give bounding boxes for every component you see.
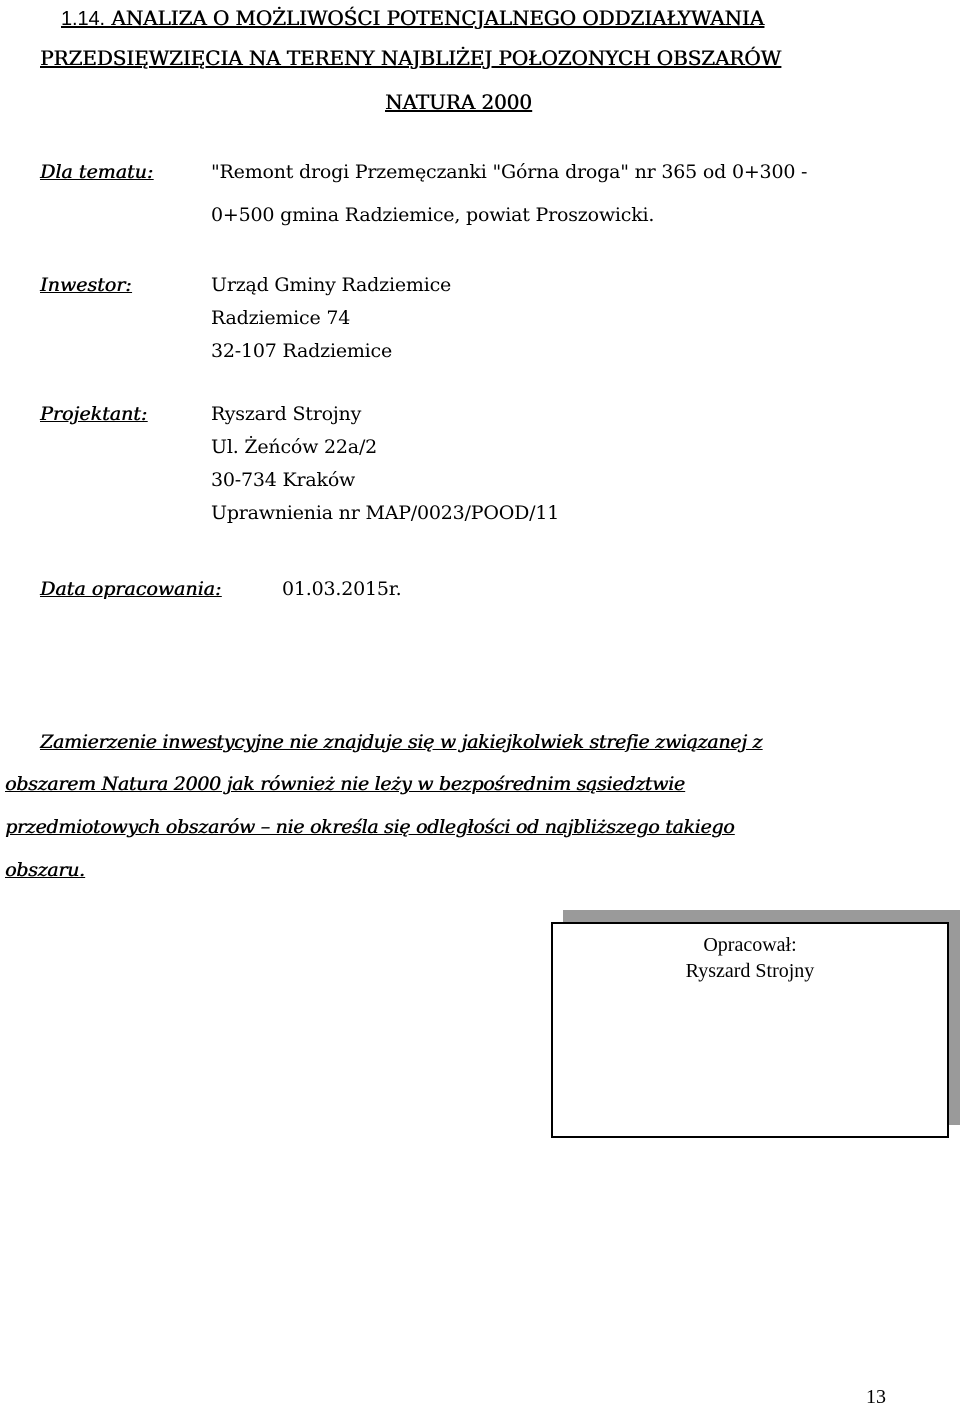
- designer-license: Uprawnienia nr MAP/0023/POOD/11: [211, 502, 560, 524]
- statement-line-4: obszaru.: [5, 859, 85, 881]
- investor-street: Radziemice 74: [211, 307, 351, 329]
- heading-line-1: [61, 6, 764, 31]
- investor-name: Urząd Gminy Radziemice: [211, 274, 452, 296]
- investor-city: 32-107 Radziemice: [211, 340, 393, 362]
- signature-caption: Opracował:: [703, 934, 797, 956]
- statement-line-2: obszarem Natura 2000 jak również nie leży w bezpośrednim sąsiedztwie: [5, 773, 685, 795]
- heading-line-2: PRZEDSIĘWZIĘCIA NA TERENY NAJBLIŻEJ POŁOZONYCH OBSZARÓW: [40, 46, 781, 70]
- signature-box: [551, 922, 949, 1138]
- designer-label: Projektant:: [40, 403, 148, 425]
- date-value: 01.03.2015r.: [282, 578, 402, 600]
- designer-name: Ryszard Strojny: [211, 403, 362, 425]
- heading-line-3: NATURA 2000: [385, 90, 532, 114]
- investor-label: Inwestor:: [40, 274, 132, 296]
- statement-line-1: Zamierzenie inwestycyjne nie znajduje się w jakiejkolwiek strefie związanej z: [40, 731, 763, 753]
- topic-line-2: 0+500 gmina Radziemice, powiat Proszowicki.: [211, 204, 655, 226]
- designer-street: Ul. Żeńców 22a/2: [211, 436, 378, 458]
- topic-label: Dla tematu:: [40, 161, 154, 183]
- statement-line-3: przedmiotowych obszarów – nie określa się odległości od najbliższego takiego: [5, 816, 735, 838]
- section-number: 1.14.: [61, 8, 105, 30]
- topic-line-1: "Remont drogi Przemęczanki "Górna droga" nr 365 od 0+300 -: [211, 161, 808, 183]
- date-label: Data opracowania:: [40, 578, 222, 600]
- page-number: 13: [866, 1386, 886, 1408]
- designer-city: 30-734 Kraków: [211, 469, 356, 491]
- signature-name: Ryszard Strojny: [685, 960, 815, 982]
- heading-title-part-1: ANALIZA O MOŻLIWOŚCI POTENCJALNEGO ODDZIAŁYWANIA: [111, 6, 764, 30]
